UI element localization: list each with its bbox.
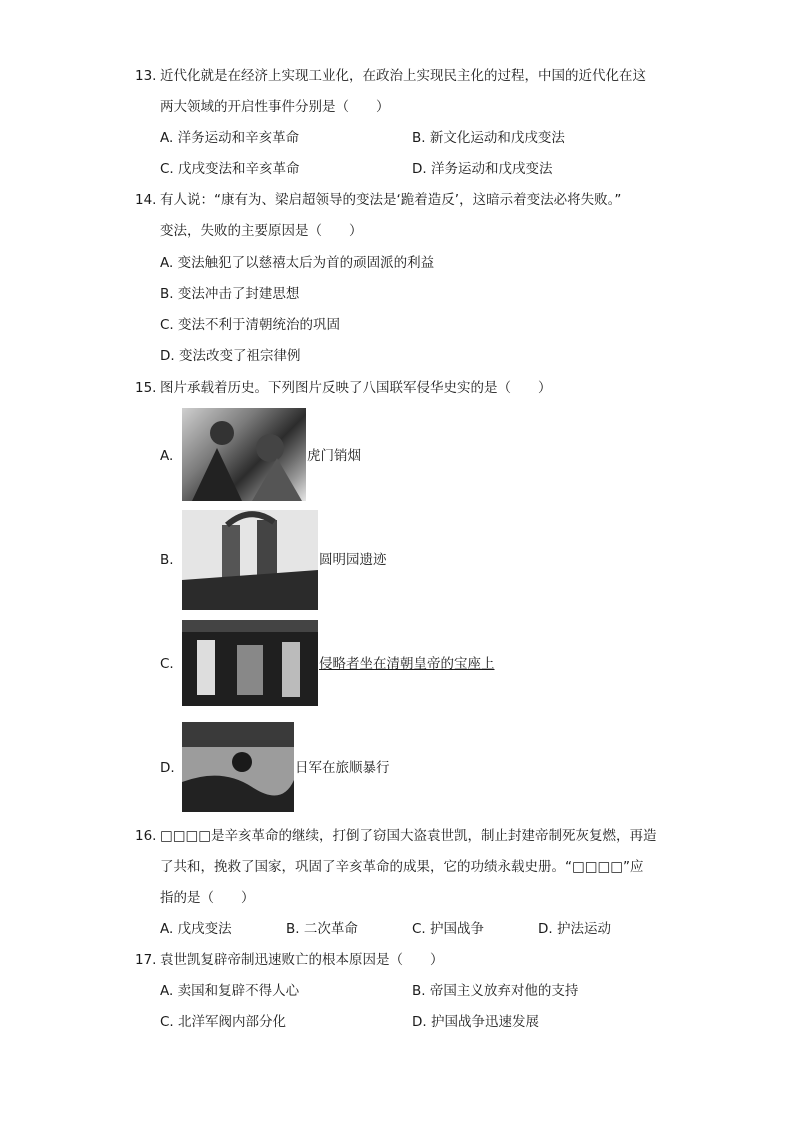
option-label: A.	[160, 921, 174, 937]
q13-option-d[interactable]	[412, 159, 552, 179]
q13-option-c[interactable]	[160, 159, 300, 179]
option-label: B.	[412, 983, 426, 999]
q15-option-a-label[interactable]: A.	[160, 448, 174, 464]
option-text: 变法冲击了封建思想	[177, 286, 300, 302]
option-text: 洋务运动和辛亥革命	[177, 130, 300, 146]
option-text: 变法不利于清朝统治的巩固	[178, 317, 341, 333]
q15-option-c-photo	[182, 620, 318, 706]
option-text: 变法触犯了以慈禧太后为首的顽固派的利益	[177, 255, 435, 271]
q17-option-a[interactable]	[160, 981, 299, 1001]
q15-option-b-label[interactable]: B.	[160, 552, 174, 568]
option-text: 变法改变了祖宗律例	[178, 348, 301, 364]
q14-option-a[interactable]	[160, 253, 434, 273]
option-text: 卖国和复辟不得人心	[177, 983, 300, 999]
option-text: 北洋军阀内部分化	[178, 1014, 287, 1030]
option-text: 护国战争	[430, 921, 485, 937]
q15-option-c-caption: 侵略者坐在清朝皇帝的宝座上	[319, 656, 495, 672]
q14-option-b[interactable]	[160, 284, 299, 304]
question-16-stem-line3: 指的是（ ）	[160, 890, 255, 906]
question-16-stem-line1: □□□□是辛亥革命的继续，打倒了窃国大盗袁世凯，制止封建帝制死灰复燃，再造	[160, 828, 657, 844]
question-13-stem-line1: 近代化就是在经济上实现工业化，在政治上实现民主化的过程，中国的近代化在这	[160, 68, 646, 84]
option-label: A.	[160, 130, 174, 146]
question-15-number: 15.	[135, 380, 157, 396]
option-label: B.	[286, 921, 300, 937]
option-label: D.	[412, 161, 427, 177]
q13-option-a[interactable]	[160, 128, 299, 148]
option-label: C.	[160, 161, 174, 177]
q17-option-d[interactable]	[412, 1012, 539, 1032]
option-label: D.	[538, 921, 553, 937]
q15-option-d-caption: 日军在旅顺暴行	[295, 760, 390, 776]
option-label: B.	[412, 130, 426, 146]
option-text: 戊戌变法	[177, 921, 232, 937]
q17-option-b[interactable]	[412, 981, 578, 1001]
option-text: 洋务运动和戊戌变法	[430, 161, 553, 177]
question-15-stem: 图片承载着历史。下列图片反映了八国联军侵华史实的是（ ）	[160, 380, 552, 396]
question-14-number: 14.	[135, 192, 157, 208]
q14-option-c[interactable]	[160, 315, 340, 335]
q15-option-a-caption: 虎门销烟	[307, 448, 361, 464]
option-label: C.	[160, 1014, 174, 1030]
option-label: D.	[160, 348, 175, 364]
q16-option-d[interactable]	[538, 919, 611, 939]
q15-option-b-photo	[182, 510, 318, 610]
option-text: 戊戌变法和辛亥革命	[178, 161, 300, 177]
option-label: D.	[412, 1014, 427, 1030]
option-label: C.	[160, 317, 174, 333]
q15-option-c-label[interactable]: C.	[160, 656, 174, 672]
question-13-number: 13.	[135, 68, 157, 84]
option-text: 二次革命	[303, 921, 358, 937]
option-text: 帝国主义放弃对他的支持	[429, 983, 579, 999]
question-17-stem: 袁世凯复辟帝制迅速败亡的根本原因是（ ）	[160, 952, 444, 968]
question-14-stem-line1: 有人说：“康有为、梁启超领导的变法是‘跪着造反’，这暗示着变法必将失败。”	[160, 192, 622, 208]
q15-option-d-photo	[182, 722, 294, 812]
option-label: A.	[160, 255, 174, 271]
option-label: C.	[412, 921, 426, 937]
option-text: 护法运动	[556, 921, 611, 937]
option-text: 护国战争迅速发展	[430, 1014, 539, 1030]
q13-option-b[interactable]	[412, 128, 565, 148]
question-13-stem-line2: 两大领域的开启性事件分别是（ ）	[160, 99, 390, 115]
q16-option-b[interactable]	[286, 919, 358, 939]
q15-option-b-caption: 圆明园遗迹	[319, 552, 387, 568]
question-17-number: 17.	[135, 952, 157, 968]
option-label: B.	[160, 286, 174, 302]
q17-option-c[interactable]	[160, 1012, 286, 1032]
question-16-stem-line2: 了共和，挽救了国家，巩固了辛亥革命的成果，它的功绩永载史册。“□□□□”应	[160, 859, 644, 875]
q15-option-d-label[interactable]: D.	[160, 760, 175, 776]
option-label: A.	[160, 983, 174, 999]
q15-option-a-photo	[182, 408, 306, 501]
q14-option-d[interactable]	[160, 346, 300, 366]
option-text: 新文化运动和戊戌变法	[429, 130, 565, 146]
q16-option-c[interactable]	[412, 919, 484, 939]
question-16-number: 16.	[135, 828, 157, 844]
question-14-stem-line2: 变法，失败的主要原因是（ ）	[160, 223, 363, 239]
q16-option-a[interactable]	[160, 919, 232, 939]
